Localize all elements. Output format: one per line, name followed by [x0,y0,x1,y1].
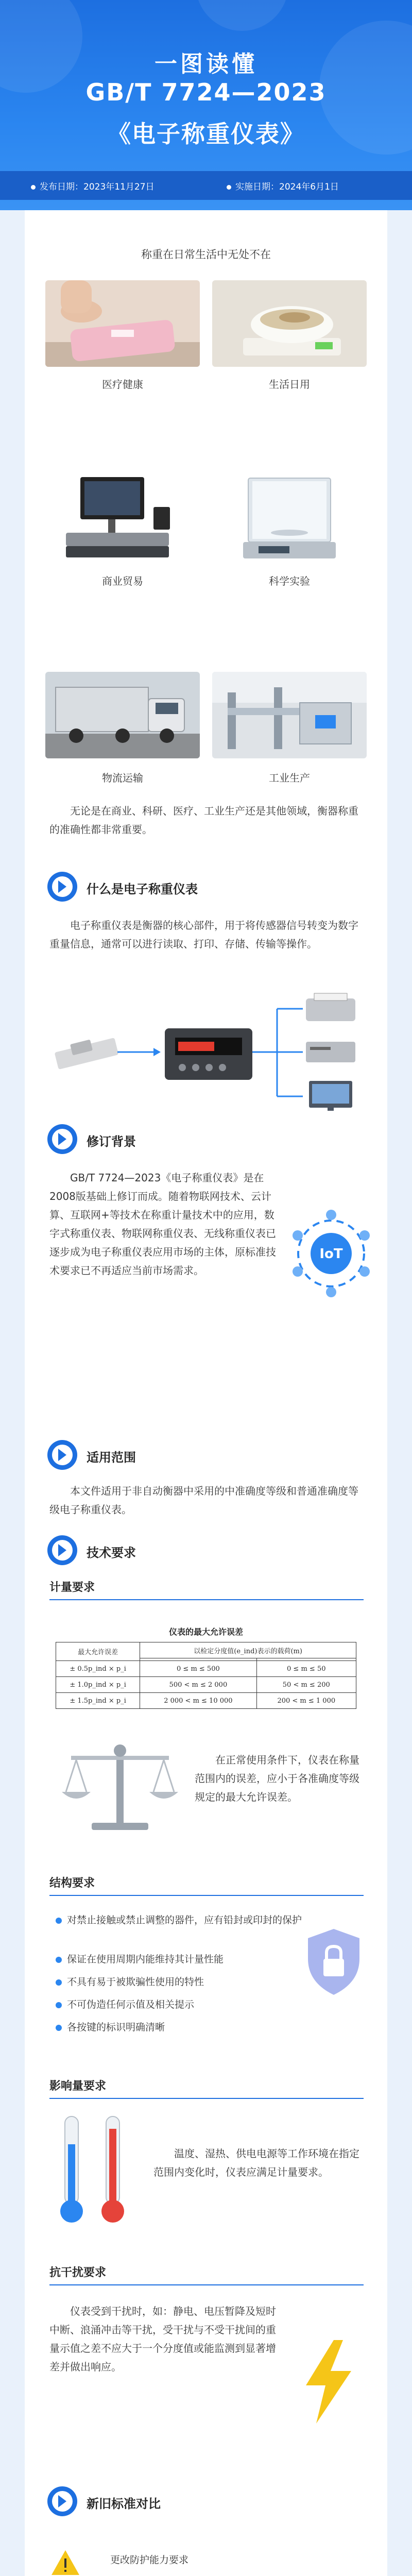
photo-industry [212,672,367,758]
hero-title-line2: GB/T 7724—2023 [85,78,327,106]
photo-science [212,476,367,563]
compare-item: 更改防护能力要求 [49,2545,364,2576]
bullet-dot-icon [31,185,36,190]
chevron-right-icon [58,1544,66,1556]
bullet-dot-icon [227,185,231,190]
photo-daily [212,280,367,367]
intro-summary: 无论是在商业、科研、医疗、工业生产还是其他领域，衡器称重的准确性都非常重要。 [49,805,358,836]
metering-body: 在正常使用条件下，仪表在称量范围内的误差，应小于各准确度等级规定的最大允许误差。 [195,1754,359,1803]
photo-commerce [45,476,200,563]
instrument-diagram [45,988,370,1112]
caption-commerce: 商业贸易 [102,575,143,587]
divider [49,1895,364,1896]
chevron-right-icon [58,2495,66,2507]
photo-logistics [45,672,200,758]
security-lock-icon [303,1926,365,1998]
interference-title: 抗干扰要求 [49,2266,107,2279]
hero-banner [0,0,412,210]
lightning-icon [298,2338,359,2426]
date-bar [0,171,412,200]
caption-logistics: 物流运输 [102,772,143,784]
thermometer-icon [49,2113,142,2227]
interference-body: 仪表受到干扰时，如：静电、电压暂降及短时中断、浪涌冲击等干扰，受干扰与不受干扰间的重量示值之差不应大于一个分度值或能监测到显著增差并做出响应。 [49,2305,276,2373]
svg-text:IoT: IoT [319,1246,343,1262]
influence-title: 影响量要求 [49,2080,107,2093]
influence-body: 温度、湿热、供电电源等工作环境在指定范围内变化时，仪表应满足计量要求。 [153,2147,359,2178]
table-row: ± 1.5p_ind × p_i 2 000 < m ≤ 10 000 200 < m ≤ 1 000 [56,1693,356,1709]
caption-industry: 工业生产 [269,772,310,784]
error-table [56,1642,356,1709]
table-col-header: 以检定分度值(e_ind)表示的载荷(m) [140,1642,356,1658]
structure-title: 结构要求 [49,1877,95,1890]
table-row: ± 0.5p_ind × p_i 0 ≤ m ≤ 500 0 ≤ m ≤ 50 [56,1661,356,1677]
chevron-right-icon [58,1133,66,1145]
printer-icon [306,993,355,1021]
implement-date: 实施日期：2024年6月1日 [227,179,339,192]
scope-body: 本文件适用于非自动衡器中采用的中准确度等级和普通准确度等级电子称重仪表。 [49,1485,358,1516]
list-item: 各按键的标识明确清晰 [56,2020,165,2033]
table-row: ± 1.0p_ind × p_i 500 < m ≤ 2 000 50 < m ≤ 200 [56,1677,356,1693]
intro-lead: 称重在日常生活中无处不在 [141,248,271,261]
computer-icon [309,1081,352,1111]
divider [49,2098,364,2099]
list-item: 不具有易于被欺骗性使用的特性 [56,1974,204,1988]
chevron-right-icon [58,880,66,893]
hero-title-line3: 《电子称重仪表》 [107,120,305,148]
table-title: 仪表的最大允许误差 [168,1627,243,1637]
metering-title: 计量要求 [49,1581,95,1594]
divider [49,1599,364,1600]
hero-title-line1: 一图读懂 [154,51,258,77]
what-body: 电子称重仪表是衡器的核心部件，用于将传感器信号转变为数字重量信息，通常可以进行读取、打印、存储、传输等操作。 [49,919,358,950]
chevron-right-icon [58,1449,66,1461]
content-card: 称重在日常生活中无处不在 医疗健康 生活日用 商业贸易 科学实验 物流运输 工业生产 无论是在商业、科研、医疗、工业生产还是其他领域，衡器称重的准确性都非常重要。 什么是电子称重仪表 电子称重仪表是衡器的核心部件，用于将传感器信号转变为数字重量信息，通常可以进行读取、打印、存储、传输等操作。 修订背景 GB/T 7724—2023《电子称重仪表》是在2008版基础上修订而成。随着物联网技术、云计算、互联网+等技术在称重计量技术中的应用，数字式称重仪表、物联网称重仪表、无线称重仪表已逐步成为电子称重仪表应用市场的主体，原标准技术要求已不再适应当前市场需求。 IoT 适用范围 本文件适用于非自动衡器中采用的中准确度等级和普通准确度等级电子称重仪表。 技术要求 计量要求 仪表的最大允许误差 最大允许误差 以检定分度值(e_ind)表示的载荷(m) ± 0.5p_ind × p_i 0 ≤ m ≤ 500 0 ≤ m ≤ 50 ± 1.0p_ind × p_i 500 < m ≤ 2 000 50 < m ≤ 200 ± 1.5p_ind × p_i 2 000 < m ≤ 10 000 200 < m ≤ 1 000 在正常使用条件下，仪表在称量范围内的误差，应小于各准确度等级规定的最大允许误差。 结构要求 对禁止接触或禁止调整的器件，应有铅封或印封的保护 保证在使用周期内能维持其计量性能 不具有易于被欺骗性使用的特性 不可伪造任何示值及相关提示 各按键的标识明确清晰 影响量要求 温度、湿热、供电电源等工作环境在指定范围内变化时，仪表应满足计量要求。 抗干扰要求 仪表受到干扰时，如：静电、电压暂降及短时中断、浪涌冲击等干扰，受干扰与不受干扰间的重量示值之差不应大于一个分度值或能监测到显著增差并做出响应。 新旧标准对比 更改防护能力要求 [25,210,387,2576]
list-item: 不可伪造任何示值及相关提示 [56,1997,194,2011]
table-row-header: 最大允许误差 [56,1642,140,1661]
list-item: 对禁止接触或禁止调整的器件，应有铅封或印封的保护 [56,1912,302,1926]
caption-daily: 生活日用 [269,378,310,391]
storage-device-icon [306,1042,355,1062]
divider [49,2284,364,2285]
iot-icon [282,1205,380,1302]
background-body: GB/T 7724—2023《电子称重仪表》是在2008版基础上修订而成。随着物联网技术、云计算、互联网+等技术在称重计量技术中的应用，数字式称重仪表、物联网称重仪表、无线称重仪表已逐步成为电子称重仪表应用市场的主体，原标准技术要求已不再适应当前市场需求。 [49,1172,276,1277]
caption-science: 科学实验 [269,575,310,587]
release-date: 发布日期：2023年11月27日 [31,179,154,192]
weighing-indicator-icon [165,1028,252,1080]
balance-scale-icon [56,1735,184,1838]
warning-icon [49,2548,81,2576]
photo-medical [45,280,200,367]
list-item: 保证在使用周期内能维持其计量性能 [56,1952,224,1965]
caption-medical: 医疗健康 [102,378,143,391]
load-cell-icon [55,1038,119,1070]
